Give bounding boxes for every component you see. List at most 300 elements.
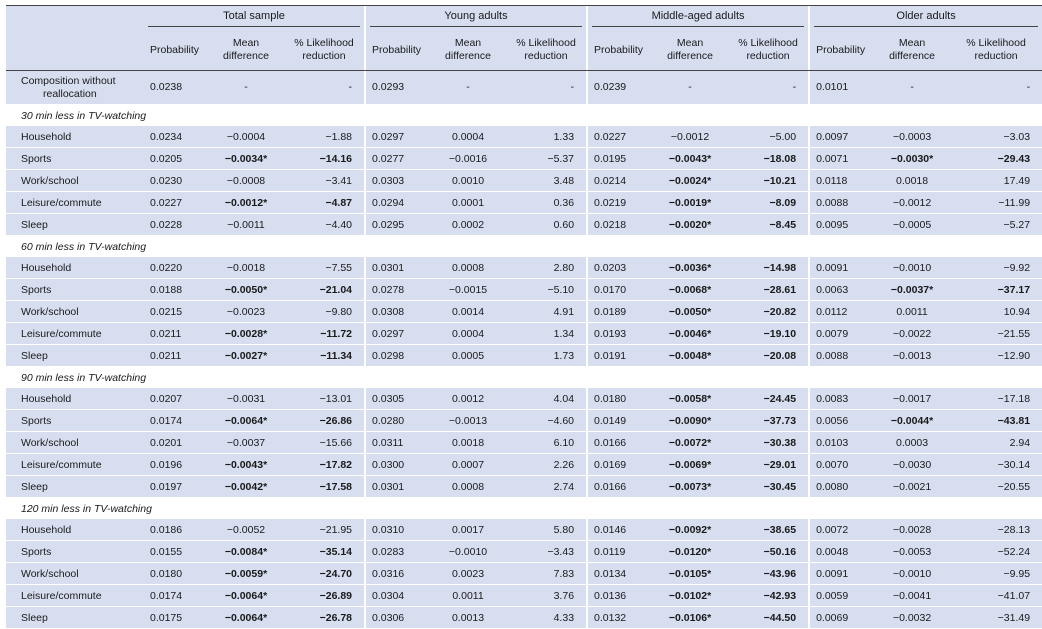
table-cell: −20.55: [950, 476, 1042, 498]
table-cell: 0.0002: [430, 214, 506, 236]
table-cell: 0.0119: [588, 541, 652, 563]
table-cell: −5.37: [506, 148, 586, 170]
table-cell: −13.01: [284, 388, 364, 410]
table-cell: 0.0205: [144, 148, 208, 170]
table-cell: −24.45: [728, 388, 808, 410]
table-cell: −0.0073*: [652, 476, 728, 498]
table-cell: 0.0007: [430, 454, 506, 476]
table-row: [6, 519, 1042, 541]
table-cell: −21.95: [284, 519, 364, 541]
table-cell: 0.0072: [810, 519, 874, 541]
row-label: Leisure/commute: [6, 323, 144, 345]
table-cell: -: [430, 71, 506, 105]
table-cell: −3.41: [284, 170, 364, 192]
table-cell: −17.82: [284, 454, 364, 476]
table-cell: 0.0048: [810, 541, 874, 563]
table-cell: −0.0072*: [652, 432, 728, 454]
table-cell: −29.01: [728, 454, 808, 476]
table-cell: −3.03: [950, 126, 1042, 148]
table-cell: 0.0134: [588, 563, 652, 585]
results-table: [6, 5, 1042, 629]
section-header: [6, 236, 1042, 258]
table-cell: 0.0103: [810, 432, 874, 454]
table-cell: −28.61: [728, 279, 808, 301]
table-cell: −0.0010: [430, 541, 506, 563]
table-cell: −0.0019*: [652, 192, 728, 214]
table-cell: 2.94: [950, 432, 1042, 454]
row-label: Work/school: [6, 170, 144, 192]
table-cell: 0.0018: [874, 170, 950, 192]
table-cell: −0.0018: [208, 257, 284, 279]
table-cell: 0.0079: [810, 323, 874, 345]
table-cell: 0.0214: [588, 170, 652, 192]
table-cell: 0.0069: [810, 607, 874, 629]
table-row: [6, 476, 1042, 498]
table-cell: −0.0105*: [652, 563, 728, 585]
table-cell: 0.0188: [144, 279, 208, 301]
table-row: [6, 432, 1042, 454]
table-cell: −0.0028: [874, 519, 950, 541]
table-cell: −0.0016: [430, 148, 506, 170]
table-row: [6, 454, 1042, 476]
table-row: [6, 170, 1042, 192]
table-cell: 0.0301: [366, 257, 430, 279]
table-cell: 0.0083: [810, 388, 874, 410]
col-mean-difference: Mean difference: [874, 30, 950, 71]
table-cell: −21.55: [950, 323, 1042, 345]
table-cell: 0.0132: [588, 607, 652, 629]
section-title: 30 min less in TV-watching: [6, 105, 1042, 127]
table-cell: 1.33: [506, 126, 586, 148]
table-cell: −0.0037: [208, 432, 284, 454]
table-cell: 0.0203: [588, 257, 652, 279]
section-title: 90 min less in TV-watching: [6, 367, 1042, 389]
row-label: Household: [6, 388, 144, 410]
table-cell: 0.0018: [430, 432, 506, 454]
row-label: Household: [6, 519, 144, 541]
table-cell: −0.0021: [874, 476, 950, 498]
table-cell: −0.0084*: [208, 541, 284, 563]
row-label: Household: [6, 126, 144, 148]
table-cell: −19.10: [728, 323, 808, 345]
table-cell: 0.0091: [810, 257, 874, 279]
table-cell: 4.91: [506, 301, 586, 323]
table-cell: −0.0044*: [874, 410, 950, 432]
table-cell: −4.60: [506, 410, 586, 432]
row-label: Work/school: [6, 301, 144, 323]
table-cell: −21.04: [284, 279, 364, 301]
row-label: Work/school: [6, 563, 144, 585]
table-cell: 0.0091: [810, 563, 874, 585]
table-cell: 0.0301: [366, 476, 430, 498]
table-cell: −4.87: [284, 192, 364, 214]
table-cell: 0.0180: [144, 563, 208, 585]
table-cell: 5.80: [506, 519, 586, 541]
table-cell: −0.0120*: [652, 541, 728, 563]
col-mean-difference: Mean difference: [652, 30, 728, 71]
table-row: [6, 541, 1042, 563]
table-cell: 4.04: [506, 388, 586, 410]
table-cell: 0.0056: [810, 410, 874, 432]
table-cell: 7.83: [506, 563, 586, 585]
table-cell: 0.0193: [588, 323, 652, 345]
row-label: Sleep: [6, 607, 144, 629]
table-cell: −0.0043*: [208, 454, 284, 476]
table-cell: −0.0022: [874, 323, 950, 345]
table-cell: −0.0053: [874, 541, 950, 563]
table-cell: −0.0031: [208, 388, 284, 410]
table-cell: 0.0166: [588, 432, 652, 454]
table-cell: 0.0303: [366, 170, 430, 192]
table-cell: 0.0095: [810, 214, 874, 236]
table-cell: 0.0230: [144, 170, 208, 192]
table-row: [6, 345, 1042, 367]
table-row: [6, 279, 1042, 301]
table-cell: −5.00: [728, 126, 808, 148]
table-cell: 0.0112: [810, 301, 874, 323]
table-cell: 0.0088: [810, 192, 874, 214]
table-row: [6, 192, 1042, 214]
table-cell: 2.74: [506, 476, 586, 498]
table-cell: 0.0220: [144, 257, 208, 279]
table-row: [6, 301, 1042, 323]
table-cell: 0.0304: [366, 585, 430, 607]
table-cell: −37.73: [728, 410, 808, 432]
col-probability: Probability: [144, 30, 208, 71]
table-cell: −11.72: [284, 323, 364, 345]
table-row: [6, 388, 1042, 410]
table-cell: 0.0311: [366, 432, 430, 454]
row-label: Sports: [6, 279, 144, 301]
table-cell: −0.0064*: [208, 607, 284, 629]
table-cell: 0.0280: [366, 410, 430, 432]
table-cell: 0.0023: [430, 563, 506, 585]
table-cell: −0.0012*: [208, 192, 284, 214]
table-cell: −0.0042*: [208, 476, 284, 498]
table-cell: −0.0023: [208, 301, 284, 323]
table-cell: 0.0174: [144, 585, 208, 607]
table-cell: −5.27: [950, 214, 1042, 236]
table-cell: 0.0227: [588, 126, 652, 148]
group-middle-aged-adults: Middle-aged adults: [588, 6, 808, 31]
table-cell: 3.48: [506, 170, 586, 192]
table-cell: 0.0170: [588, 279, 652, 301]
table-cell: 0.0174: [144, 410, 208, 432]
row-label: Sleep: [6, 214, 144, 236]
table-cell: −0.0012: [652, 126, 728, 148]
table-cell: −0.0036*: [652, 257, 728, 279]
table-cell: 0.0175: [144, 607, 208, 629]
table-cell: -: [284, 71, 364, 105]
col-mean-difference: Mean difference: [430, 30, 506, 71]
table-cell: 0.0017: [430, 519, 506, 541]
table-cell: 0.0277: [366, 148, 430, 170]
table-cell: 0.60: [506, 214, 586, 236]
table-cell: -: [208, 71, 284, 105]
table-cell: 0.0149: [588, 410, 652, 432]
table-row: [6, 214, 1042, 236]
table-cell: 0.0197: [144, 476, 208, 498]
table-cell: −1.88: [284, 126, 364, 148]
row-label: Work/school: [6, 432, 144, 454]
table-cell: −30.45: [728, 476, 808, 498]
table-row: [6, 323, 1042, 345]
row-label: Sleep: [6, 476, 144, 498]
table-cell: −0.0106*: [652, 607, 728, 629]
table-cell: −0.0028*: [208, 323, 284, 345]
group-older-adults: Older adults: [810, 6, 1042, 31]
table-cell: 0.0211: [144, 323, 208, 345]
table-cell: 0.0297: [366, 323, 430, 345]
table-cell: −0.0043*: [652, 148, 728, 170]
table-cell: 0.0218: [588, 214, 652, 236]
table-cell: −31.49: [950, 607, 1042, 629]
table-cell: 0.0207: [144, 388, 208, 410]
table-cell: −14.16: [284, 148, 364, 170]
table-cell: −0.0008: [208, 170, 284, 192]
table-cell: 0.0014: [430, 301, 506, 323]
table-cell: −30.14: [950, 454, 1042, 476]
table-cell: −17.18: [950, 388, 1042, 410]
table-cell: 0.0300: [366, 454, 430, 476]
table-cell: −43.96: [728, 563, 808, 585]
table-cell: 0.0097: [810, 126, 874, 148]
table-cell: −9.92: [950, 257, 1042, 279]
row-label: Leisure/commute: [6, 192, 144, 214]
table-cell: 0.0166: [588, 476, 652, 498]
table-cell: −29.43: [950, 148, 1042, 170]
col-likelihood-reduction: % Likelihood reduction: [950, 30, 1042, 71]
table-cell: 0.0316: [366, 563, 430, 585]
table-cell: −8.09: [728, 192, 808, 214]
table-cell: 0.0005: [430, 345, 506, 367]
table-cell: −0.0013: [430, 410, 506, 432]
table-cell: −37.17: [950, 279, 1042, 301]
table-cell: -: [874, 71, 950, 105]
row-label: Sports: [6, 541, 144, 563]
table-cell: −0.0015: [430, 279, 506, 301]
table-cell: −0.0013: [874, 345, 950, 367]
table-cell: 0.0063: [810, 279, 874, 301]
table-cell: 2.80: [506, 257, 586, 279]
section-title: 120 min less in TV-watching: [6, 498, 1042, 520]
table-cell: 0.0001: [430, 192, 506, 214]
table-cell: −38.65: [728, 519, 808, 541]
section-title: 60 min less in TV-watching: [6, 236, 1042, 258]
table-cell: −14.98: [728, 257, 808, 279]
table-cell: −0.0102*: [652, 585, 728, 607]
row-label: Sports: [6, 410, 144, 432]
table-cell: −0.0059*: [208, 563, 284, 585]
table-cell: 0.0186: [144, 519, 208, 541]
col-mean-difference: Mean difference: [208, 30, 284, 71]
table-cell: −52.24: [950, 541, 1042, 563]
table-cell: −0.0032: [874, 607, 950, 629]
table-cell: 0.0283: [366, 541, 430, 563]
table-cell: −0.0064*: [208, 585, 284, 607]
table-cell: 0.0071: [810, 148, 874, 170]
table-cell: 0.0169: [588, 454, 652, 476]
col-probability: Probability: [366, 30, 430, 71]
table-cell: 0.0308: [366, 301, 430, 323]
table-cell: 0.0295: [366, 214, 430, 236]
table-cell: −4.40: [284, 214, 364, 236]
table-cell: 0.0278: [366, 279, 430, 301]
table-cell: 4.33: [506, 607, 586, 629]
table-cell: −43.81: [950, 410, 1042, 432]
row-label: Sports: [6, 148, 144, 170]
table-cell: −41.07: [950, 585, 1042, 607]
table-cell: 0.0195: [588, 148, 652, 170]
table-cell: −0.0010: [874, 563, 950, 585]
section-header: [6, 105, 1042, 127]
col-likelihood-reduction: % Likelihood reduction: [284, 30, 364, 71]
table-cell: −42.93: [728, 585, 808, 607]
table-cell: −0.0064*: [208, 410, 284, 432]
table-cell: −0.0030: [874, 454, 950, 476]
table-cell: −7.55: [284, 257, 364, 279]
table-cell: 0.0008: [430, 257, 506, 279]
table-cell: 0.0010: [430, 170, 506, 192]
table-cell: −0.0017: [874, 388, 950, 410]
table-cell: 0.0305: [366, 388, 430, 410]
table-cell: 0.0227: [144, 192, 208, 214]
table-cell: 0.0180: [588, 388, 652, 410]
table-cell: 0.0239: [588, 71, 652, 105]
table-row: [6, 148, 1042, 170]
corner-cell: [6, 6, 144, 31]
row-label: Leisure/commute: [6, 585, 144, 607]
table-cell: −0.0058*: [652, 388, 728, 410]
table-cell: 0.0008: [430, 476, 506, 498]
table-cell: 0.0234: [144, 126, 208, 148]
table-cell: -: [950, 71, 1042, 105]
table-cell: 0.0011: [430, 585, 506, 607]
table-cell: −28.13: [950, 519, 1042, 541]
table-cell: −12.90: [950, 345, 1042, 367]
table-cell: 0.0004: [430, 126, 506, 148]
table-cell: −0.0024*: [652, 170, 728, 192]
table-cell: 2.26: [506, 454, 586, 476]
table-cell: 0.0004: [430, 323, 506, 345]
table-cell: 0.0191: [588, 345, 652, 367]
table-cell: −0.0003: [874, 126, 950, 148]
table-cell: 0.0211: [144, 345, 208, 367]
table-cell: −20.82: [728, 301, 808, 323]
table-body: [6, 71, 1042, 629]
table-cell: −0.0020*: [652, 214, 728, 236]
row-label: Household: [6, 257, 144, 279]
table-cell: −0.0030*: [874, 148, 950, 170]
table-cell: 0.0306: [366, 607, 430, 629]
table-cell: −0.0027*: [208, 345, 284, 367]
table-cell: 0.0003: [874, 432, 950, 454]
table-row: [6, 585, 1042, 607]
table-cell: 1.34: [506, 323, 586, 345]
section-header: [6, 367, 1042, 389]
table-cell: −0.0037*: [874, 279, 950, 301]
table-cell: 0.0136: [588, 585, 652, 607]
table-cell: −0.0069*: [652, 454, 728, 476]
table-cell: −50.16: [728, 541, 808, 563]
table-cell: 10.94: [950, 301, 1042, 323]
table-row: [6, 607, 1042, 629]
table-cell: −20.08: [728, 345, 808, 367]
table-cell: 0.0219: [588, 192, 652, 214]
col-likelihood-reduction: % Likelihood reduction: [728, 30, 808, 71]
row-label: Sleep: [6, 345, 144, 367]
table-cell: -: [728, 71, 808, 105]
table-cell: 0.0196: [144, 454, 208, 476]
table-cell: −0.0092*: [652, 519, 728, 541]
table-cell: 0.0297: [366, 126, 430, 148]
table-cell: −0.0010: [874, 257, 950, 279]
sub-header-row: [6, 30, 1042, 71]
table-cell: −0.0046*: [652, 323, 728, 345]
row-label: Leisure/commute: [6, 454, 144, 476]
table-row: [6, 257, 1042, 279]
table-cell: 0.0189: [588, 301, 652, 323]
table-cell: −0.0004: [208, 126, 284, 148]
table-cell: −0.0041: [874, 585, 950, 607]
table-cell: -: [652, 71, 728, 105]
group-header-row: [6, 6, 1042, 31]
table-row: [6, 126, 1042, 148]
table-cell: 0.0293: [366, 71, 430, 105]
table-cell: -: [506, 71, 586, 105]
table-cell: −44.50: [728, 607, 808, 629]
table-cell: −26.78: [284, 607, 364, 629]
table-cell: 0.0070: [810, 454, 874, 476]
table-cell: −9.80: [284, 301, 364, 323]
composition-row: [6, 71, 1042, 105]
table-cell: 0.0228: [144, 214, 208, 236]
table-row: [6, 410, 1042, 432]
table-cell: −0.0048*: [652, 345, 728, 367]
table-cell: 0.36: [506, 192, 586, 214]
table-cell: −26.89: [284, 585, 364, 607]
table-cell: 0.0310: [366, 519, 430, 541]
table-cell: −35.14: [284, 541, 364, 563]
group-total-sample: Total sample: [144, 6, 364, 31]
table-cell: −24.70: [284, 563, 364, 585]
table-cell: 0.0011: [874, 301, 950, 323]
table-cell: −0.0050*: [652, 301, 728, 323]
table-cell: 0.0088: [810, 345, 874, 367]
col-likelihood-reduction: % Likelihood reduction: [506, 30, 586, 71]
table-cell: −15.66: [284, 432, 364, 454]
table-cell: 0.0013: [430, 607, 506, 629]
table-cell: −0.0011: [208, 214, 284, 236]
table-cell: −18.08: [728, 148, 808, 170]
table-cell: −0.0052: [208, 519, 284, 541]
section-header: [6, 498, 1042, 520]
group-young-adults: Young adults: [366, 6, 586, 31]
table-cell: 0.0238: [144, 71, 208, 105]
table-cell: 0.0146: [588, 519, 652, 541]
table-cell: 0.0215: [144, 301, 208, 323]
table-cell: −0.0034*: [208, 148, 284, 170]
table-cell: −30.38: [728, 432, 808, 454]
row-label: Composition without reallocation: [6, 71, 144, 105]
table-cell: 0.0201: [144, 432, 208, 454]
table-cell: −0.0090*: [652, 410, 728, 432]
col-probability: Probability: [588, 30, 652, 71]
table-cell: 1.73: [506, 345, 586, 367]
table-cell: −8.45: [728, 214, 808, 236]
table-cell: −26.86: [284, 410, 364, 432]
table-cell: −5.10: [506, 279, 586, 301]
